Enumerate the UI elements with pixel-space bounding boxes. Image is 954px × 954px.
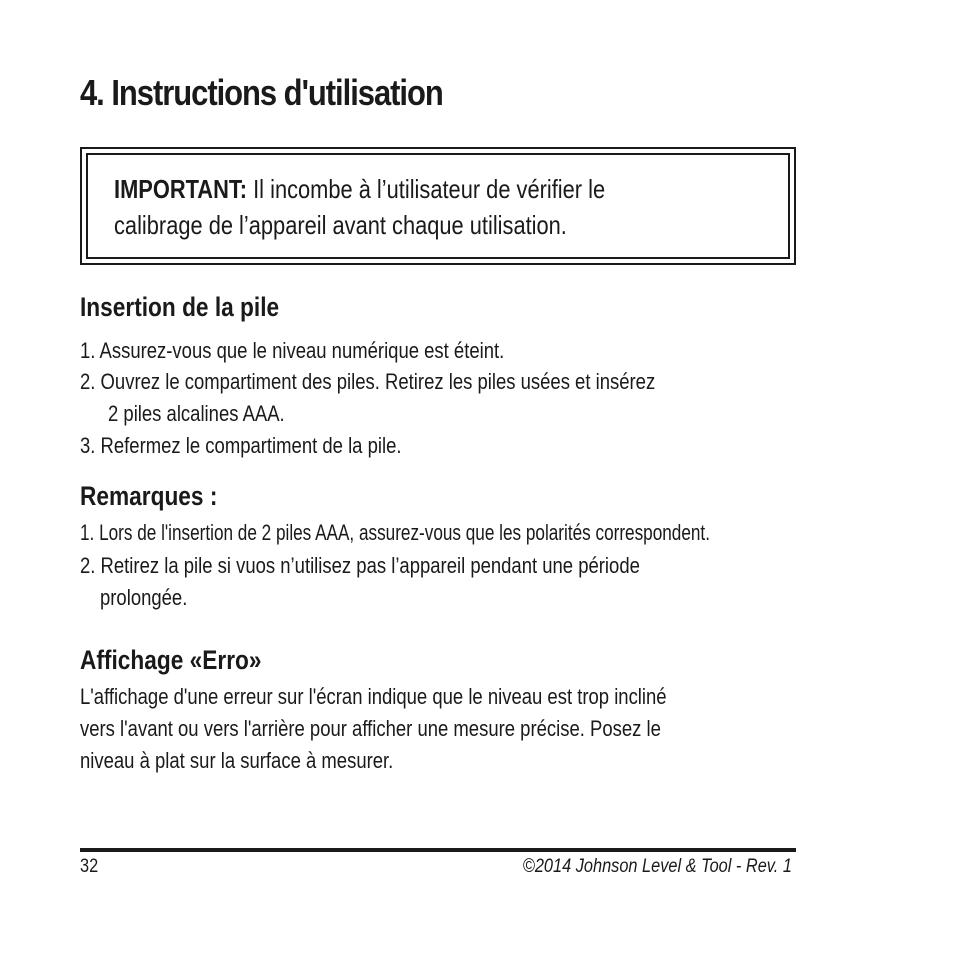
page-number: 32 xyxy=(80,856,99,877)
notice-text-1: Il incombe à l’utilisateur de vérifier le xyxy=(247,174,606,204)
error-display-line-3: niveau à plat sur la surface à mesurer. xyxy=(80,748,394,773)
remark-1: 1. Lors de l'insertion de 2 piles AAA, assurez-vous que les polarités correspondent. xyxy=(80,520,710,545)
copyright-notice: ©2014 Johnson Level & Tool - Rev. 1 xyxy=(522,856,792,877)
battery-step-2-continued: 2 piles alcalines AAA. xyxy=(108,401,285,426)
section-title: 4. Instructions d'utilisation xyxy=(80,72,443,113)
error-display-heading: Affichage «Erro» xyxy=(80,645,262,675)
notice-line-1 xyxy=(114,171,660,207)
manual-page xyxy=(80,0,796,954)
remarks-heading: Remarques : xyxy=(80,481,218,511)
battery-step-3: 3. Refermez le compartiment de la pile. xyxy=(80,433,402,458)
notice-line-2: calibrage de l’appareil avant chaque utilisation. xyxy=(114,210,567,240)
remark-2: 2. Retirez la pile si vuos n’utilisez pas l’appareil pendant une période xyxy=(80,553,640,578)
battery-step-2: 2. Ouvrez le compartiment des piles. Retirez les piles usées et insérez xyxy=(80,369,656,394)
error-display-line-1: L'affichage d'une erreur sur l'écran indique que le niveau est trop incliné xyxy=(80,684,667,709)
battery-step-1: 1. Assurez-vous que le niveau numérique est éteint. xyxy=(80,338,505,363)
remark-2-continued: prolongée. xyxy=(100,585,188,610)
error-display-line-2: vers l'avant ou vers l'arrière pour afficher une mesure précise. Posez le xyxy=(80,716,661,741)
battery-heading: Insertion de la pile xyxy=(80,292,280,322)
important-notice-inner xyxy=(86,153,790,259)
footer-divider xyxy=(80,848,796,852)
important-notice-box xyxy=(80,147,796,265)
notice-label: IMPORTANT: xyxy=(114,174,248,204)
